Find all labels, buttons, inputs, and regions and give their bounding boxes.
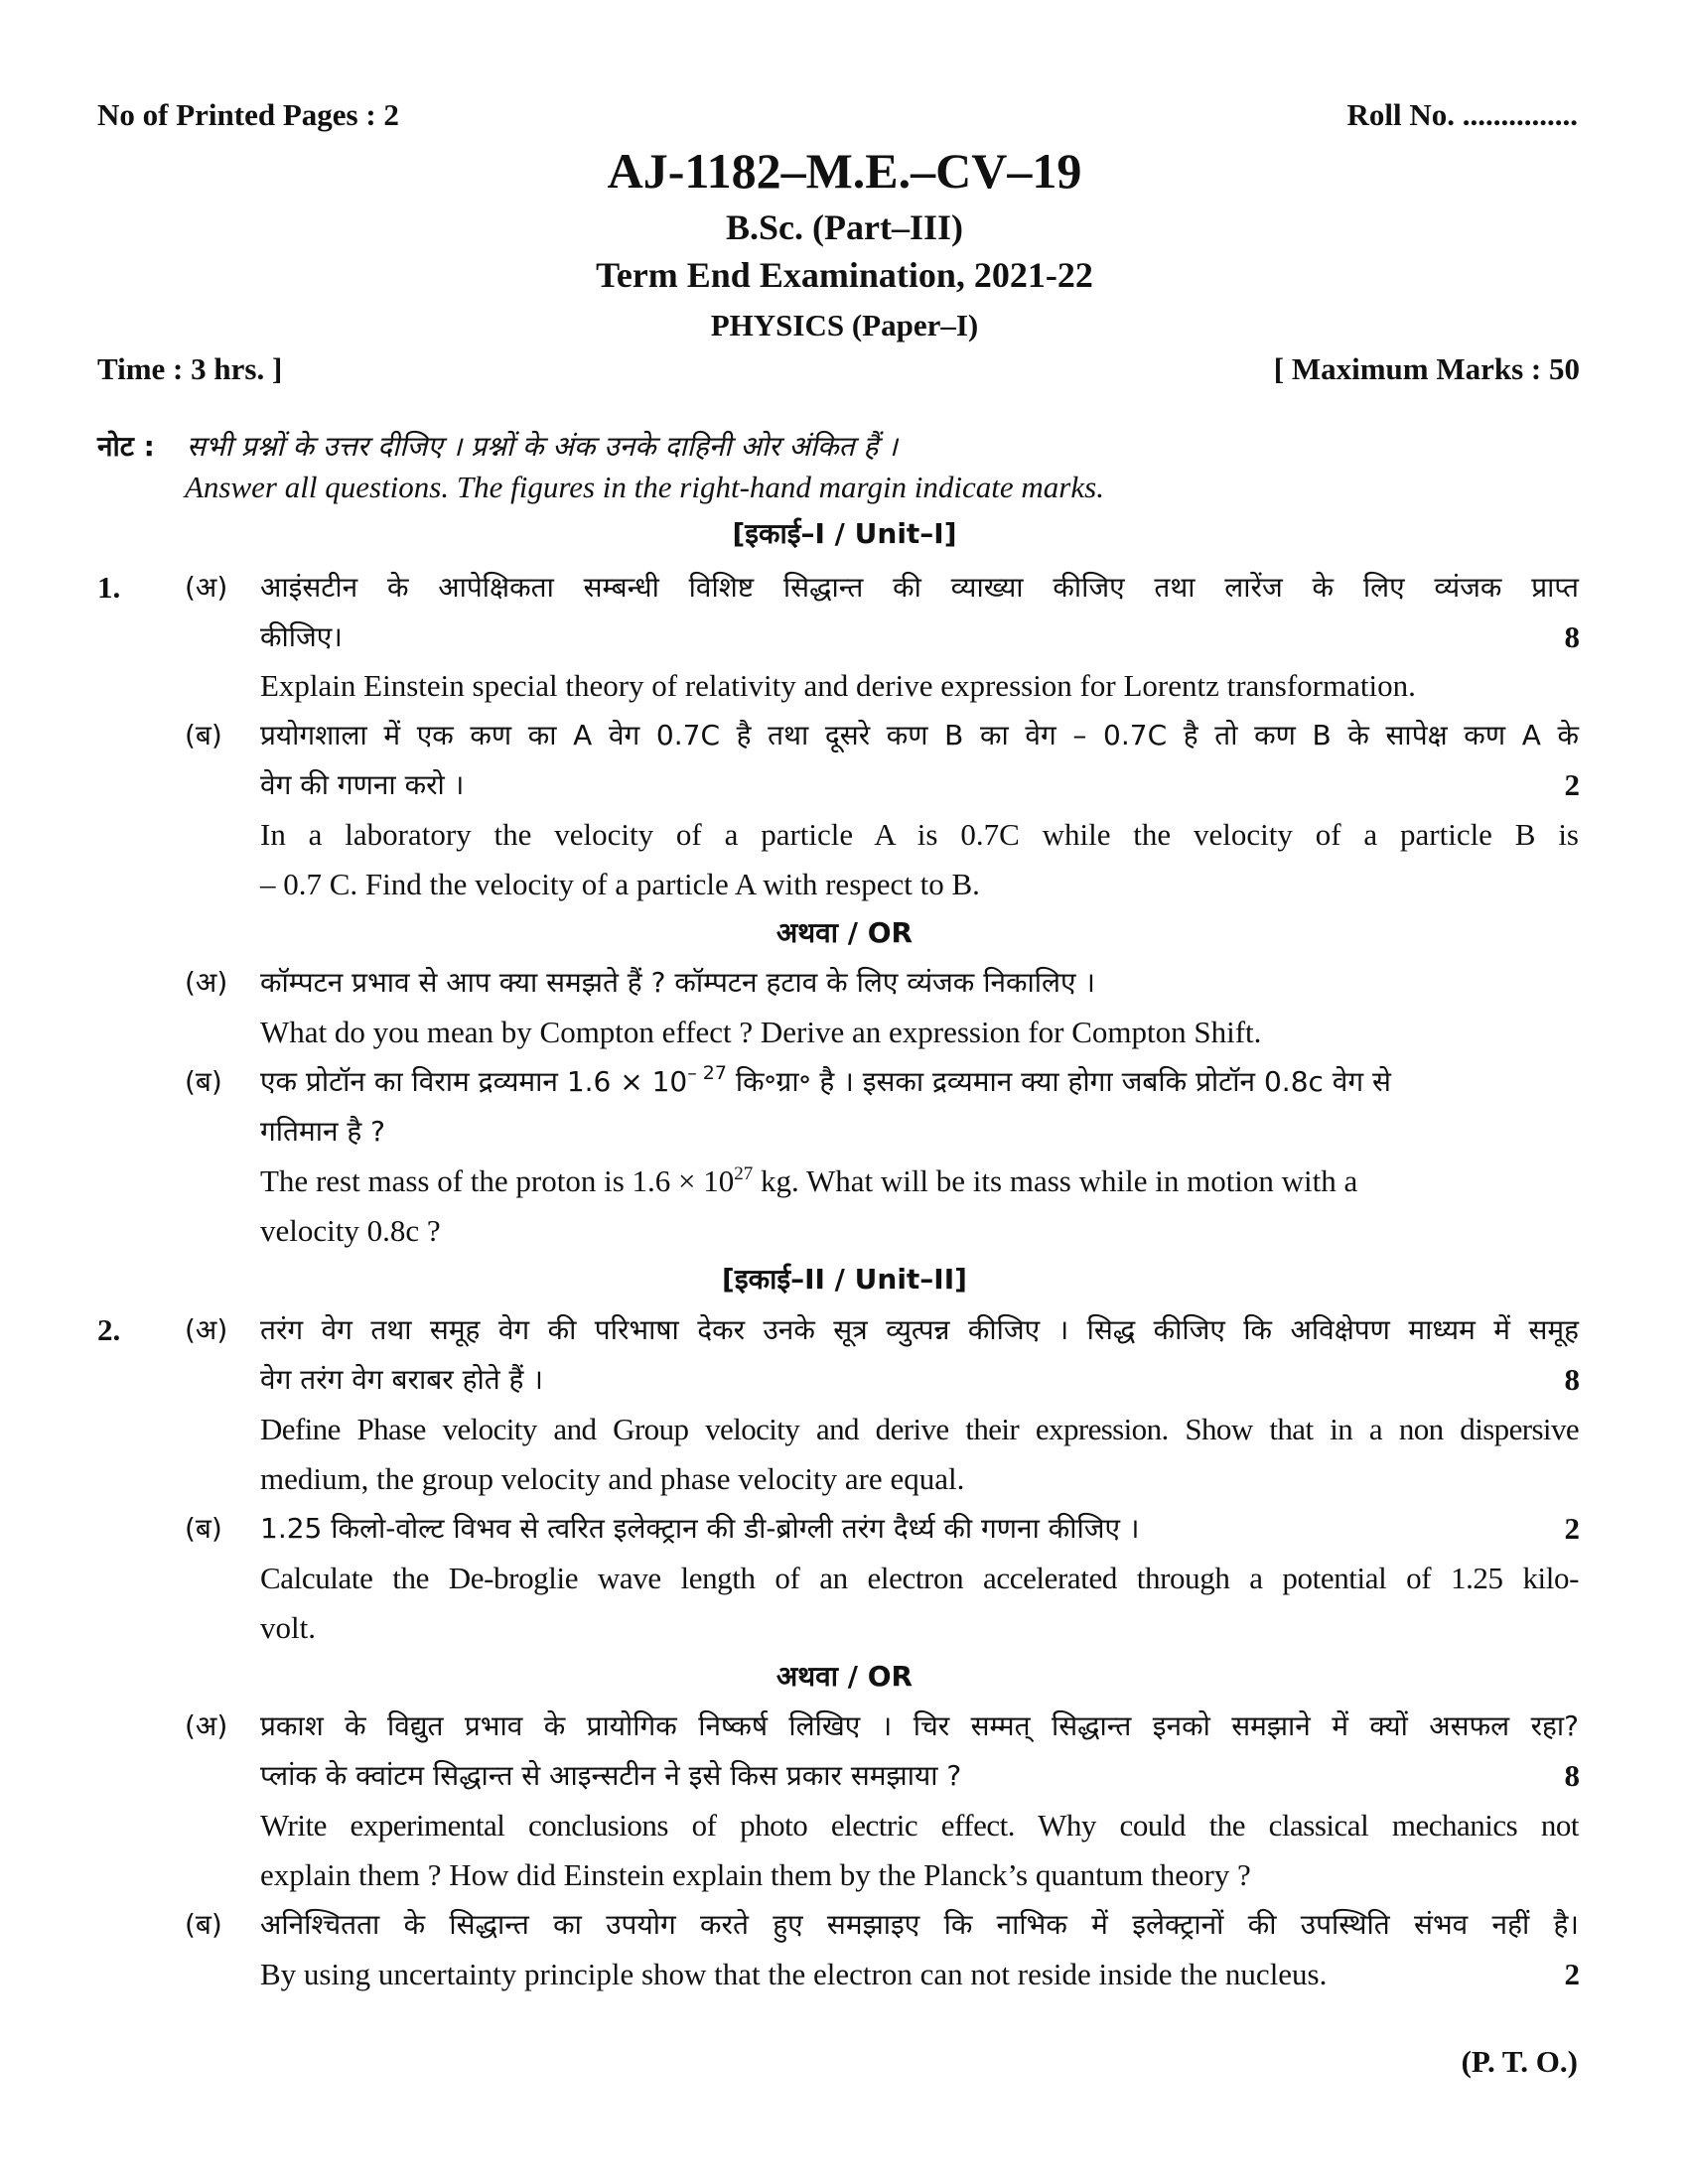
q1d-english-line2: velocity 0.8c ? bbox=[260, 1213, 441, 1248]
q2c-hindi-line2: प्लांक के क्वांटम सिद्धान्त से आइन्सटीन ने इसे किस प्रकार समझाया ? bbox=[260, 1759, 962, 1792]
note-english: Answer all questions. The figures in the right-hand margin indicate marks. bbox=[185, 470, 1104, 504]
q1d-hindi-line1 bbox=[260, 1057, 1579, 1110]
paper-code: AJ-1182–M.E.–CV–19 bbox=[607, 143, 1082, 199]
marks: 8 bbox=[1564, 1362, 1580, 1397]
sub-label: (अ) bbox=[185, 571, 228, 604]
pto-label: (P. T. O.) bbox=[1461, 2044, 1578, 2079]
marks: 8 bbox=[1564, 619, 1580, 654]
sub-label: (अ) bbox=[185, 966, 228, 999]
q1d-hindi-line2: गतिमान है ? bbox=[260, 1115, 386, 1148]
note-label: नोट : bbox=[97, 430, 155, 463]
q2c-english-line1: Write experimental conclusions of photo electric effect. Why could the classical mechanics not bbox=[260, 1808, 1579, 1843]
q1b-english-line2: – 0.7 C. Find the velocity of a particle A with respect to B. bbox=[260, 867, 980, 901]
q2c-hindi-line1: प्रकाश के विद्युत प्रभाव के प्रायोगिक निष्कर्ष लिखिए । चिर सम्मत् सिद्धान्त इनको समझाने में क्यों असफल रहा? bbox=[260, 1709, 1579, 1742]
question-number: 1. bbox=[97, 570, 121, 605]
marks: 8 bbox=[1564, 1758, 1580, 1793]
q1d-hindi-exponent: – 27 bbox=[687, 1062, 727, 1084]
marks: 2 bbox=[1564, 767, 1580, 802]
sub-label: (अ) bbox=[185, 1709, 228, 1742]
sub-label: (ब) bbox=[185, 1908, 222, 1941]
q2a-english-line1: Define Phase velocity and Group velocity and derive their expression. Show that in a non dispersive bbox=[260, 1412, 1579, 1446]
question-number: 2. bbox=[97, 1312, 121, 1347]
q1a-english: Explain Einstein special theory of relativity and derive expression for Lorentz transformation. bbox=[260, 668, 1416, 703]
q1d-hindi-text-a: एक प्रोटॉन का विराम द्रव्यमान 1.6 × 10 bbox=[260, 1065, 688, 1098]
unit2-heading: [इकाई–II / Unit–II] bbox=[722, 1263, 967, 1296]
roll-no: Roll No. ............... bbox=[1346, 97, 1578, 132]
or-divider: अथवा / OR bbox=[775, 916, 914, 949]
printed-pages: No of Printed Pages : 2 bbox=[97, 97, 399, 132]
sub-label: (ब) bbox=[185, 1512, 222, 1545]
or-divider: अथवा / OR bbox=[775, 1660, 914, 1693]
unit1-heading: [इकाई–I / Unit–I] bbox=[732, 517, 957, 550]
q1d-english-exponent: 27 bbox=[734, 1163, 754, 1184]
q1a-hindi-line2: कीजिए। bbox=[260, 620, 343, 653]
subject-title: PHYSICS (Paper–I) bbox=[710, 308, 979, 342]
q1d-english-text-b: kg. What will be its mass while in motion with a bbox=[753, 1163, 1358, 1198]
q2b-hindi: 1.25 किलो-वोल्ट विभव से त्वरित इलेक्ट्रान की डी-ब्रोग्ली तरंग दैर्ध्य की गणना कीजिए । bbox=[260, 1512, 1140, 1545]
q1d-hindi-text-b: कि॰ग्रा॰ है । इसका द्रव्यमान क्या होगा जबकि प्रोटॉन 0.8c वेग से bbox=[726, 1065, 1391, 1098]
q2b-english-line1: Calculate the De-broglie wave length of an electron accelerated through a potential of 1.25 kilo- bbox=[260, 1561, 1579, 1595]
exam-title: Term End Examination, 2021-22 bbox=[596, 255, 1093, 295]
q1c-hindi: कॉम्पटन प्रभाव से आप क्या समझते हैं ? कॉम्पटन हटाव के लिए व्यंजक निकालिए । bbox=[260, 966, 1095, 999]
q1b-hindi-line1: प्रयोगशाला में एक कण का A वेग 0.7C है तथा दूसरे कण B का वेग – 0.7C है तो कण B के सापेक्ष कण A के bbox=[260, 719, 1579, 751]
q2d-hindi: अनिश्चितता के सिद्धान्त का उपयोग करते हुए समझाइए कि नाभिक में इलेक्ट्रानों की उपस्थिति संभव नहीं है। bbox=[260, 1908, 1579, 1941]
q1a-hindi-line1: आइंसटीन के आपेक्षिकता सम्बन्धी विशिष्ट सिद्धान्त की व्याख्या कीजिए तथा लारेंज के लिए व्यंजक प्राप्त bbox=[260, 571, 1579, 604]
q1b-english-line1: In a laboratory the velocity of a particle A is 0.7C while the velocity of a particle B is bbox=[260, 817, 1579, 852]
max-marks: [ Maximum Marks : 50 bbox=[1273, 351, 1580, 386]
sub-label: (ब) bbox=[185, 1065, 222, 1098]
q2a-hindi-line2: वेग तरंग वेग बराबर होते हैं । bbox=[260, 1363, 543, 1396]
note-hindi: सभी प्रश्नों के उत्तर दीजिए । प्रश्नों के अंक उनके दाहिनी ओर अंकित हैं । bbox=[187, 430, 898, 463]
q1b-hindi-line2: वेग की गणना करो । bbox=[260, 768, 465, 801]
sub-label: (अ) bbox=[185, 1313, 228, 1346]
q1d-english-text-a: The rest mass of the proton is 1.6 × 10 bbox=[260, 1163, 735, 1198]
q2c-english-line2: explain them ? How did Einstein explain them by the Planck’s quantum theory ? bbox=[260, 1857, 1251, 1892]
q2a-english-line2: medium, the group velocity and phase velocity are equal. bbox=[260, 1461, 965, 1496]
q1d-english-line1 bbox=[260, 1157, 1579, 1211]
q2b-english-line2: volt. bbox=[260, 1610, 316, 1645]
course-title: B.Sc. (Part–III) bbox=[726, 207, 963, 247]
marks: 2 bbox=[1564, 1957, 1580, 1991]
q2a-hindi-line1: तरंग वेग तथा समूह वेग की परिभाषा देकर उनके सूत्र व्युत्पन्न कीजिए । सिद्ध कीजिए कि अविक्षेपण माध्यम में समूह bbox=[260, 1313, 1579, 1346]
time-label: Time : 3 hrs. ] bbox=[97, 351, 283, 386]
sub-label: (ब) bbox=[185, 719, 222, 751]
q1c-english: What do you mean by Compton effect ? Derive an expression for Compton Shift. bbox=[260, 1015, 1262, 1049]
marks: 2 bbox=[1564, 1511, 1580, 1546]
q2d-english: By using uncertainty principle show that the electron can not reside inside the nucleus. bbox=[260, 1957, 1328, 1991]
